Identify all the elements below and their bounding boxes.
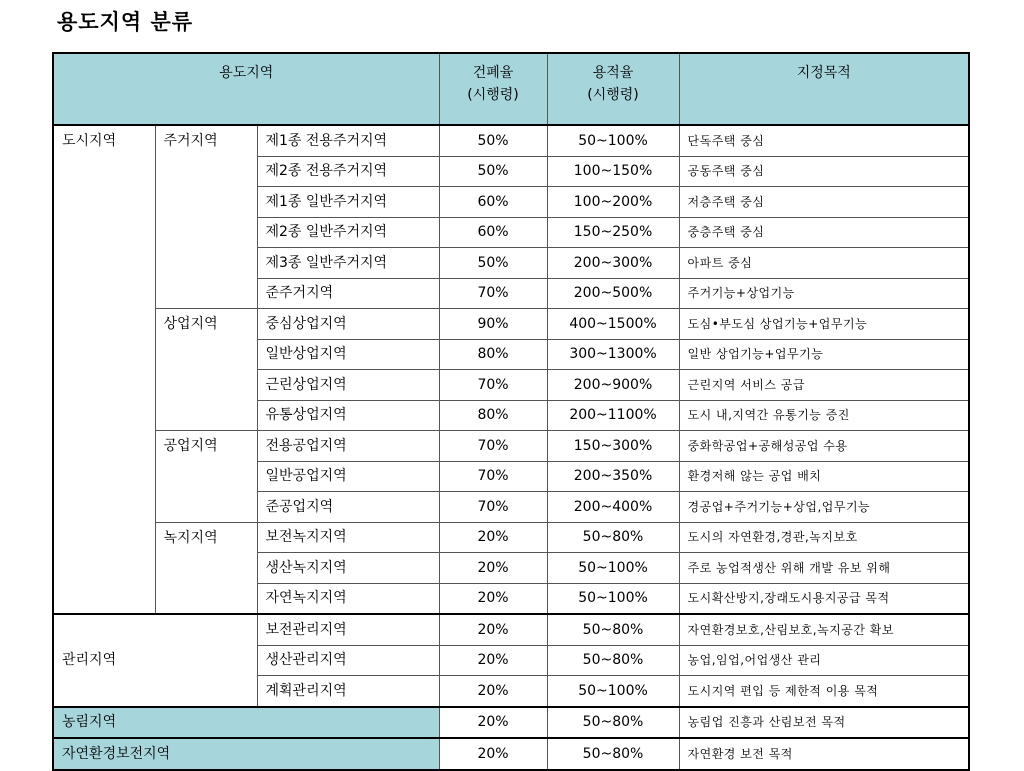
far-value: 50~80% — [547, 614, 679, 645]
group-nature-conservation: 자연환경보전지역 — [53, 738, 439, 770]
table-row — [53, 522, 969, 553]
zone-name: 제1종 일반주거지역 — [257, 187, 439, 218]
zone-name: 준공업지역 — [257, 492, 439, 523]
zone-name: 전용공업지역 — [257, 431, 439, 462]
far-value: 50~80% — [547, 707, 679, 739]
zone-name: 근린상업지역 — [257, 370, 439, 401]
bcr-value: 70% — [439, 278, 547, 309]
table-row — [53, 707, 969, 739]
bcr-value: 20% — [439, 614, 547, 645]
header-bcr-line2: (시행령) — [467, 87, 519, 103]
header-purpose: 지정목적 — [679, 53, 969, 125]
zone-name: 보전관리지역 — [257, 614, 439, 645]
purpose-text: 공동주택 중심 — [679, 156, 969, 187]
far-value: 50~80% — [547, 645, 679, 676]
header-bcr-line1: 건폐율 — [472, 65, 514, 81]
zone-name: 계획관리지역 — [257, 676, 439, 707]
purpose-text: 저층주택 중심 — [679, 187, 969, 218]
far-value: 200~1100% — [547, 400, 679, 431]
zone-name: 생산녹지지역 — [257, 553, 439, 584]
header-zone: 용도지역 — [53, 53, 439, 125]
bcr-value: 50% — [439, 248, 547, 279]
far-value: 100~150% — [547, 156, 679, 187]
table-row — [53, 431, 969, 462]
bcr-value: 70% — [439, 431, 547, 462]
page-title: 용도지역 분류 — [57, 10, 194, 34]
bcr-value: 60% — [439, 217, 547, 248]
table-row — [53, 614, 969, 645]
purpose-text: 중층주택 중심 — [679, 217, 969, 248]
bcr-value: 70% — [439, 370, 547, 401]
bcr-value: 20% — [439, 676, 547, 707]
purpose-text: 도심•부도심 상업기능+업무기능 — [679, 309, 969, 340]
bcr-value: 50% — [439, 125, 547, 156]
header-row — [53, 53, 969, 125]
far-value: 150~250% — [547, 217, 679, 248]
bcr-value: 20% — [439, 645, 547, 676]
purpose-text: 경공업+주거기능+상업,업무기능 — [679, 492, 969, 523]
far-value: 200~500% — [547, 278, 679, 309]
purpose-text: 환경저해 않는 공업 배치 — [679, 461, 969, 492]
bcr-value: 20% — [439, 522, 547, 553]
table-row — [53, 125, 969, 156]
zoning-table — [52, 52, 970, 771]
far-value: 100~200% — [547, 187, 679, 218]
far-value: 300~1300% — [547, 339, 679, 370]
far-value: 200~350% — [547, 461, 679, 492]
zone-name: 일반공업지역 — [257, 461, 439, 492]
bcr-value: 60% — [439, 187, 547, 218]
far-value: 200~300% — [547, 248, 679, 279]
bcr-value: 70% — [439, 492, 547, 523]
purpose-text: 자연환경 보전 목적 — [679, 738, 969, 770]
far-value: 200~900% — [547, 370, 679, 401]
bcr-value: 80% — [439, 339, 547, 370]
zone-name: 중심상업지역 — [257, 309, 439, 340]
bcr-value: 20% — [439, 553, 547, 584]
bcr-value: 80% — [439, 400, 547, 431]
zone-name: 유통상업지역 — [257, 400, 439, 431]
purpose-text: 농업,임업,어업생산 관리 — [679, 645, 969, 676]
purpose-text: 도시 내,지역간 유통기능 증진 — [679, 400, 969, 431]
bcr-value: 20% — [439, 707, 547, 739]
purpose-text: 주거기능+상업기능 — [679, 278, 969, 309]
purpose-text: 중화학공업+공해성공업 수용 — [679, 431, 969, 462]
group-urban: 도시지역 — [53, 125, 155, 614]
far-value: 50~100% — [547, 583, 679, 614]
subgroup-residential: 주거지역 — [155, 125, 257, 309]
purpose-text: 도시의 자연환경,경관,녹지보호 — [679, 522, 969, 553]
purpose-text: 아파트 중심 — [679, 248, 969, 279]
zone-name: 일반상업지역 — [257, 339, 439, 370]
far-value: 50~100% — [547, 553, 679, 584]
far-value: 200~400% — [547, 492, 679, 523]
bcr-value: 50% — [439, 156, 547, 187]
purpose-text: 단독주택 중심 — [679, 125, 969, 156]
header-bcr — [439, 53, 547, 125]
bcr-value: 20% — [439, 583, 547, 614]
zone-name: 보전녹지지역 — [257, 522, 439, 553]
far-value: 50~80% — [547, 738, 679, 770]
far-value: 400~1500% — [547, 309, 679, 340]
purpose-text: 도시확산방지,장래도시용지공급 목적 — [679, 583, 969, 614]
purpose-text: 도시지역 편입 등 제한적 이용 목적 — [679, 676, 969, 707]
zone-name: 제1종 전용주거지역 — [257, 125, 439, 156]
bcr-value: 90% — [439, 309, 547, 340]
header-far-line1: 용적율 — [592, 65, 634, 81]
purpose-text: 근린지역 서비스 공급 — [679, 370, 969, 401]
far-value: 50~100% — [547, 125, 679, 156]
zone-name: 자연녹지지역 — [257, 583, 439, 614]
zone-name: 준주거지역 — [257, 278, 439, 309]
table-row — [53, 309, 969, 340]
subgroup-green: 녹지지역 — [155, 522, 257, 614]
subgroup-commercial: 상업지역 — [155, 309, 257, 431]
zone-name: 제2종 전용주거지역 — [257, 156, 439, 187]
bcr-value: 20% — [439, 738, 547, 770]
group-management: 관리지역 — [53, 614, 257, 707]
purpose-text: 농림업 진흥과 산림보전 목적 — [679, 707, 969, 739]
zone-name: 생산관리지역 — [257, 645, 439, 676]
header-far — [547, 53, 679, 125]
table-row — [53, 738, 969, 770]
header-far-line2: (시행령) — [587, 87, 639, 103]
purpose-text: 일반 상업기능+업무기능 — [679, 339, 969, 370]
bcr-value: 70% — [439, 461, 547, 492]
far-value: 150~300% — [547, 431, 679, 462]
subgroup-industrial: 공업지역 — [155, 431, 257, 523]
purpose-text: 자연환경보호,산림보호,녹지공간 확보 — [679, 614, 969, 645]
zone-name: 제3종 일반주거지역 — [257, 248, 439, 279]
group-agri-forest: 농림지역 — [53, 707, 439, 739]
far-value: 50~80% — [547, 522, 679, 553]
far-value: 50~100% — [547, 676, 679, 707]
purpose-text: 주로 농업적생산 위해 개발 유보 위해 — [679, 553, 969, 584]
zone-name: 제2종 일반주거지역 — [257, 217, 439, 248]
